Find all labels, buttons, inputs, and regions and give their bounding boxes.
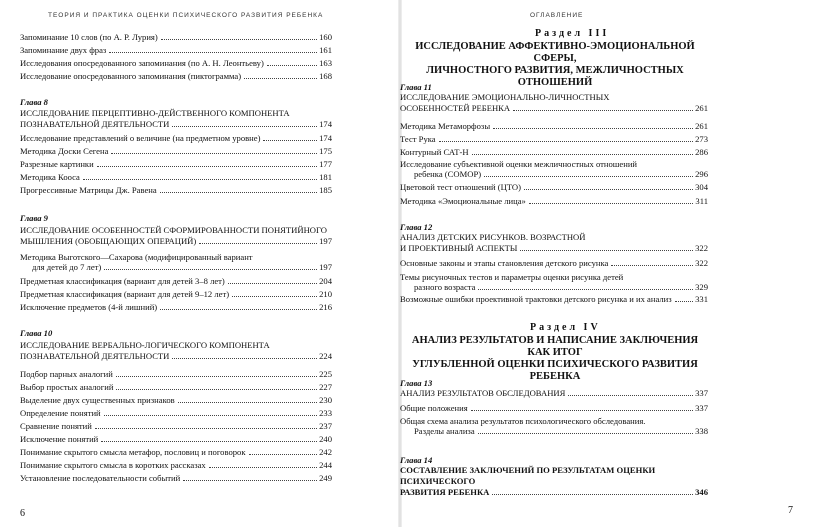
toc-entry[interactable]: Методика Метаморфозы 261: [400, 121, 708, 131]
toc-entry[interactable]: Предметная классификация (вариант для детей 3–8 лет) 204: [20, 276, 332, 286]
toc-entry[interactable]: Контурный САТ-Н 286: [400, 147, 708, 157]
toc-entry[interactable]: Определение понятий 233: [20, 408, 332, 418]
chapter-label: Глава 13: [400, 378, 433, 388]
chapter-label: Глава 9: [20, 213, 48, 223]
section-title: ИССЛЕДОВАНИЕ АФФЕКТИВНО-ЭМОЦИОНАЛЬНОЙ СФЕРЫ, ЛИЧНОСТНОГО РАЗВИТИЯ, МЕЖЛИЧНОСТНЫХ ОТНОШЕНИЙ: [415, 41, 695, 88]
toc-entry[interactable]: Исключение понятий 240: [20, 434, 332, 444]
toc-entry[interactable]: Исключение предметов (4-й лишний) 216: [20, 302, 332, 312]
toc-entry[interactable]: Методика Доски Сегена 175: [20, 146, 332, 156]
toc-entry[interactable]: Предметная классификация (вариант для детей 9–12 лет) 210: [20, 289, 332, 299]
toc-entry[interactable]: Исследование опосредованного запоминания (пиктограмма) 168: [20, 71, 332, 81]
chapter-label: Глава 11: [400, 82, 432, 92]
chapter-title[interactable]: СОСТАВЛЕНИЕ ЗАКЛЮЧЕНИЙ ПО РЕЗУЛЬТАТАМ ОЦЕНКИ ПСИХИЧЕСКОГО РАЗВИТИЯ РЕБЕНКА 346: [400, 465, 708, 497]
toc-entry[interactable]: Запоминание 10 слов (по А. Р. Лурия) 160: [20, 32, 332, 42]
section-label: Раздел IV: [530, 322, 601, 333]
toc-entry[interactable]: Разрезные картинки 177: [20, 159, 332, 169]
left-page: [0, 0, 400, 527]
toc-entry[interactable]: Подбор парных аналогий 225: [20, 369, 332, 379]
chapter-title[interactable]: ИССЛЕДОВАНИЕ ПЕРЦЕПТИВНО-ДЕЙСТВЕННОГО КОМПОНЕНТА ПОЗНАВАТЕЛЬНОЙ ДЕЯТЕЛЬНОСТИ 174: [20, 108, 332, 129]
toc-entry[interactable]: Методика «Эмоциональные лица» 311: [400, 196, 708, 206]
chapter-title[interactable]: ИССЛЕДОВАНИЕ ЭМОЦИОНАЛЬНО-ЛИЧНОСТНЫХ ОСОБЕННОСТЕЙ РЕБЕНКА 261: [400, 92, 708, 113]
page-number: 6: [20, 508, 25, 519]
section-title: АНАЛИЗ РЕЗУЛЬТАТОВ И НАПИСАНИЕ ЗАКЛЮЧЕНИЯ КАК ИТОГ УГЛУБЛЕННОЙ ОЦЕНКИ ПСИХИЧЕСКОГО РАЗВИТИЯ РЕБЕНКА: [411, 335, 699, 382]
toc-entry[interactable]: Тест Рука 273: [400, 134, 708, 144]
toc-entry[interactable]: Методика Кооса 181: [20, 172, 332, 182]
chapter-title[interactable]: ИССЛЕДОВАНИЕ ВЕРБАЛЬНО-ЛОГИЧЕСКОГО КОМПОНЕНТА ПОЗНАВАТЕЛЬНОЙ ДЕЯТЕЛЬНОСТИ 224: [20, 340, 332, 361]
page-number: 7: [788, 505, 793, 516]
chapter-title[interactable]: ИССЛЕДОВАНИЕ ОСОБЕННОСТЕЙ СФОРМИРОВАННОСТИ ПОНЯТИЙНОГО МЫШЛЕНИЯ (ОБОБЩАЮЩИХ ОПЕРАЦИЙ) 197: [20, 225, 332, 246]
toc-entry[interactable]: Общие положения 337: [400, 403, 708, 413]
toc-entry[interactable]: Общая схема анализа результатов психологического обследования. Разделы анализа 338: [400, 416, 708, 436]
toc-entry[interactable]: Исследование субъективной оценки межличностных отношений ребенка (СОМОР) 296: [400, 159, 708, 179]
toc-entry[interactable]: Установление последовательности событий 249: [20, 473, 332, 483]
toc-entry[interactable]: Основные законы и этапы становления детского рисунка 322: [400, 258, 708, 268]
chapter-title[interactable]: АНАЛИЗ РЕЗУЛЬТАТОВ ОБСЛЕДОВАНИЯ 337: [400, 388, 708, 398]
toc-entry[interactable]: Запоминание двух фраз 161: [20, 45, 332, 55]
toc-entry[interactable]: Возможные ошибки проективной трактовки детского рисунка и их анализ 331: [400, 294, 708, 304]
toc-entry[interactable]: Прогрессивные Матрицы Дж. Равена 185: [20, 185, 332, 195]
toc-entry[interactable]: Выделение двух существенных признаков 230: [20, 395, 332, 405]
toc-entry[interactable]: Выбор простых аналогий 227: [20, 382, 332, 392]
toc-entry[interactable]: Исследование представлений о величине (на предметном уровне) 174: [20, 133, 332, 143]
toc-entry[interactable]: Цветовой тест отношений (ЦТО) 304: [400, 182, 708, 192]
running-head: ОГЛАВЛЕНИЕ: [530, 12, 584, 19]
right-page: [400, 0, 816, 527]
chapter-title[interactable]: АНАЛИЗ ДЕТСКИХ РИСУНКОВ. ВОЗРАСТНОЙ И ПРОЕКТИВНЫЙ АСПЕКТЫ 322: [400, 232, 708, 253]
toc-entry[interactable]: Темы рисуночных тестов и параметры оценки рисунка детей разного возраста 329: [400, 272, 708, 292]
section-label: Раздел III: [535, 28, 610, 39]
chapter-label: Глава 14: [400, 455, 433, 465]
running-head: ТЕОРИЯ И ПРАКТИКА ОЦЕНКИ ПСИХИЧЕСКОГО РАЗВИТИЯ РЕБЕНКА: [48, 12, 324, 19]
chapter-label: Глава 8: [20, 97, 48, 107]
toc-entry[interactable]: Исследования опосредованного запоминания (по А. Н. Леонтьеву) 163: [20, 58, 332, 68]
toc-entry[interactable]: Понимание скрытого смысла в коротких рассказах 244: [20, 460, 332, 470]
toc-entry[interactable]: Понимание скрытого смысла метафор, пословиц и поговорок 242: [20, 447, 332, 457]
chapter-label: Глава 10: [20, 328, 53, 338]
toc-entry[interactable]: Сравнение понятий 237: [20, 421, 332, 431]
toc-entry[interactable]: Методика Выготского—Сахарова (модифицированный вариант для детей до 7 лет) 197: [20, 252, 332, 272]
chapter-label: Глава 12: [400, 222, 433, 232]
